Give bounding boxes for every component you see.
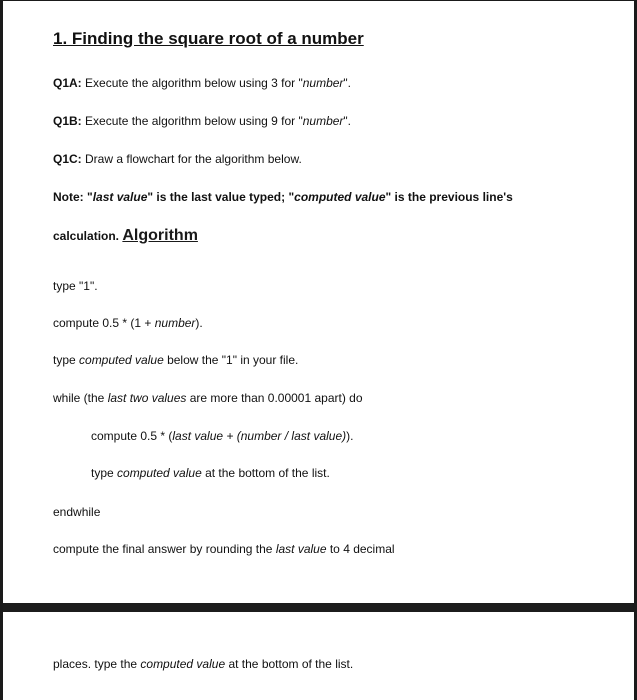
step2-term: number (154, 316, 196, 330)
step9-term: computed value (140, 657, 226, 671)
q1c-label: Q1C: (53, 152, 82, 166)
note-continuation (53, 226, 198, 246)
step9-pre: places. type the (53, 657, 141, 671)
step2-post: ). (195, 316, 203, 330)
page-title: 1. Finding the square root of a number (53, 29, 364, 48)
step4-post: are more than 0.00001 apart) do (186, 391, 363, 405)
step8-post: to 4 decimal (326, 542, 395, 556)
step6-post: at the bottom of the list. (201, 466, 330, 480)
step-loop-compute (91, 428, 353, 444)
step6-pre: type (91, 466, 118, 480)
question-q1b (53, 113, 351, 129)
note-line (53, 189, 513, 205)
step-final-round (53, 541, 395, 557)
step6-term: computed value (117, 466, 202, 480)
algorithm-heading: Algorithm (122, 227, 198, 244)
question-q1c (53, 151, 302, 167)
q1a-text: Execute the algorithm below using 3 for " (85, 76, 303, 90)
step4-pre: while (the (53, 391, 108, 405)
q1c-text: Draw a flowchart for the algorithm below. (85, 152, 302, 166)
q1b-text: Execute the algorithm below using 9 for " (85, 114, 303, 128)
step8-term: last value (275, 542, 327, 556)
step5-pre: compute 0.5 * ( (91, 429, 173, 443)
step-endwhile: endwhile (53, 505, 101, 519)
step5-term: last value + (number / last value) (172, 429, 347, 443)
note-cont: calculation. (53, 229, 120, 243)
step-type-one: type "1". (53, 279, 98, 293)
q1a-term: number (302, 76, 344, 90)
q1b-term: number (302, 114, 344, 128)
step5-post: ). (346, 429, 354, 443)
step-while (53, 390, 363, 406)
page-break-divider (3, 603, 637, 612)
step3-term: computed value (79, 353, 164, 367)
step-final-type (53, 656, 353, 672)
note-term-computed-value: computed value (294, 190, 386, 204)
q1a-end: ". (343, 76, 352, 90)
step3-post: below the "1" in your file. (163, 353, 299, 367)
note-end: " is the previous line's (385, 190, 513, 204)
step8-pre: compute the final answer by rounding the (53, 542, 276, 556)
question-q1a (53, 75, 351, 91)
note-label: Note: " (53, 190, 93, 204)
step4-term: last two values (107, 391, 187, 405)
step3-pre: type (53, 353, 80, 367)
step9-post: at the bottom of the list. (225, 657, 354, 671)
q1b-end: ". (343, 114, 352, 128)
step-type-computed (53, 352, 298, 368)
note-mid: " is the last value typed; " (147, 190, 295, 204)
q1a-label: Q1A: (53, 76, 82, 90)
step-compute-initial (53, 315, 203, 331)
q1b-label: Q1B: (53, 114, 82, 128)
step-loop-type (91, 465, 330, 481)
note-term-last-value: last value (92, 190, 148, 204)
step2-pre: compute 0.5 * (1 + (53, 316, 155, 330)
